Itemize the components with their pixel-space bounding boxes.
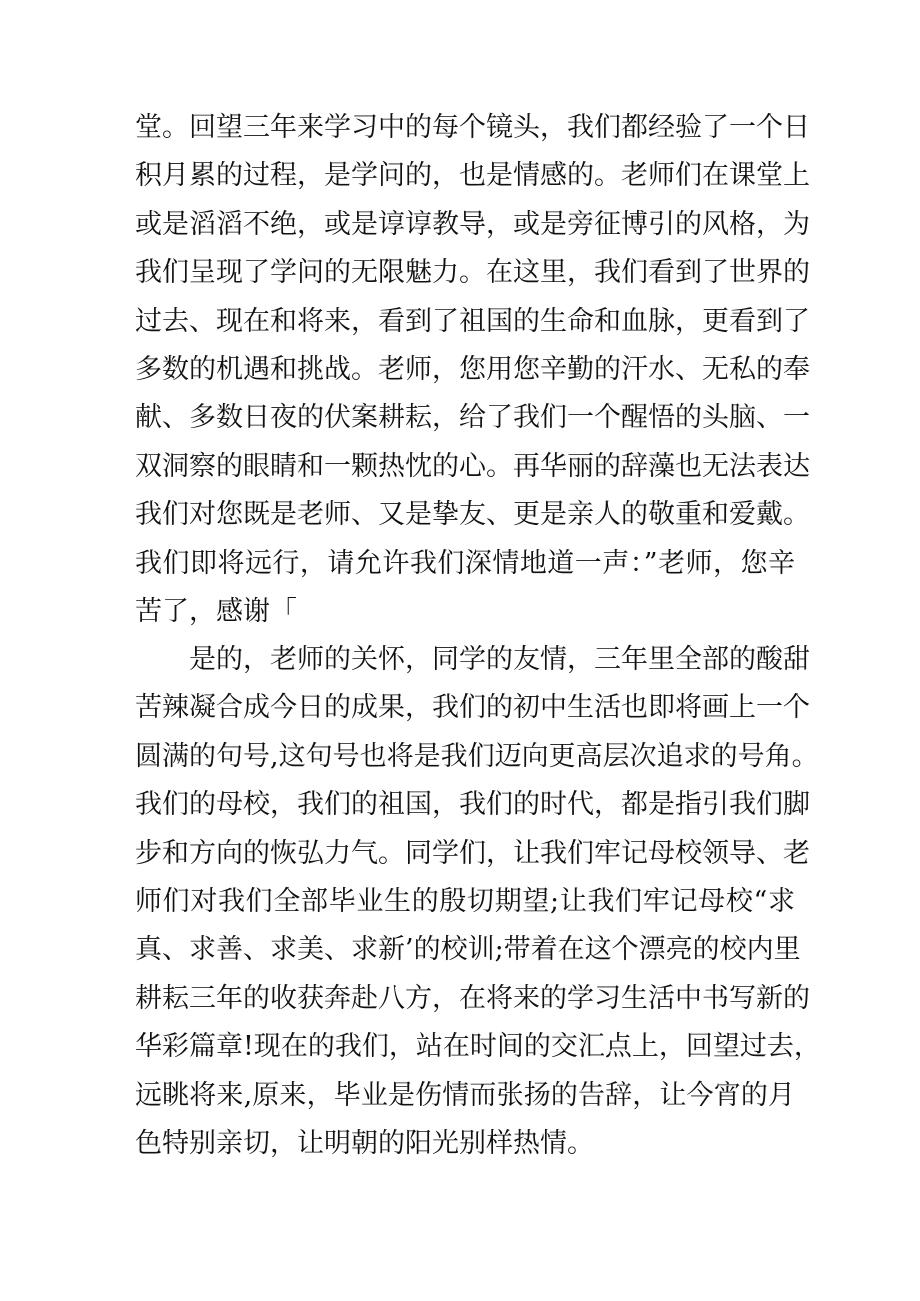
paragraph-line: 过去、现在和将来，看到了祖国的生命和血脉，更看到了 [135,305,810,337]
paragraph-line: 献、多数日夜的伏案耕耘，给了我们一个醒悟的头脑、一 [135,402,810,434]
paragraph-line: 圆满的句号,这句号也将是我们迈向更高层次追求的号角。 [135,740,819,772]
paragraph-line: 或是滔滔不绝，或是谆谆教导，或是旁征博引的风格，为 [135,208,810,240]
paragraph-line: 耕耘三年的收获奔赴八方，在将来的学习生活中书写新的 [135,982,810,1014]
paragraph-line: 堂。回望三年来学习中的每个镜头，我们都经验了一个日 [135,112,810,143]
paragraph-line: 步和方向的恢弘力气。同学们，让我们牢记母校领导、老 [135,837,810,869]
paragraph-1 [135,104,810,636]
paragraph-line: 华彩篇章!现在的我们，站在时间的交汇点上，回望过去， [135,1031,821,1063]
paragraph-line: 我们即将远行，请允许我们深情地道一声：”老师，您辛 [135,547,795,579]
paragraph-line: 色特别亲切，让明朝的阳光别样热情。 [135,1127,594,1159]
paragraph-line: 是的，老师的关怀，同学的友情，三年里全部的酸甜 [189,644,810,675]
paragraph-line: 远眺将来,原来，毕业是伤情而张扬的告辞，让今宵的月 [135,1079,795,1111]
paragraph-line: 苦了，感谢「 [135,595,297,627]
paragraph-line: 积月累的过程，是学问的，也是情感的。老师们在课堂上 [135,160,810,192]
paragraph-line: 苦辣凝合成今日的成果，我们的初中生活也即将画上一个 [135,692,810,724]
paragraph-line: 我们呈现了学问的无限魅力。在这里，我们看到了世界的 [135,257,810,289]
paragraph-line: 真、求善、求美、求新’的校训;带着在这个漂亮的校内里 [135,934,801,966]
paragraph-line: 我们的母校，我们的祖国，我们的时代，都是指引我们脚 [135,789,810,821]
paragraph-2 [135,636,821,1168]
paragraph-line: 多数的机遇和挑战。老师，您用您辛勤的汗水、无私的奉 [135,353,810,385]
paragraph-line: 双洞察的眼睛和一颗热忱的心。再华丽的辞藻也无法表达 [135,450,810,482]
paragraph-line: 师们对我们全部毕业生的殷切期望;让我们牢记母校“求 [135,885,795,917]
paragraph-line: 我们对您既是老师、又是挚友、更是亲人的敬重和爱戴。 [135,499,810,531]
